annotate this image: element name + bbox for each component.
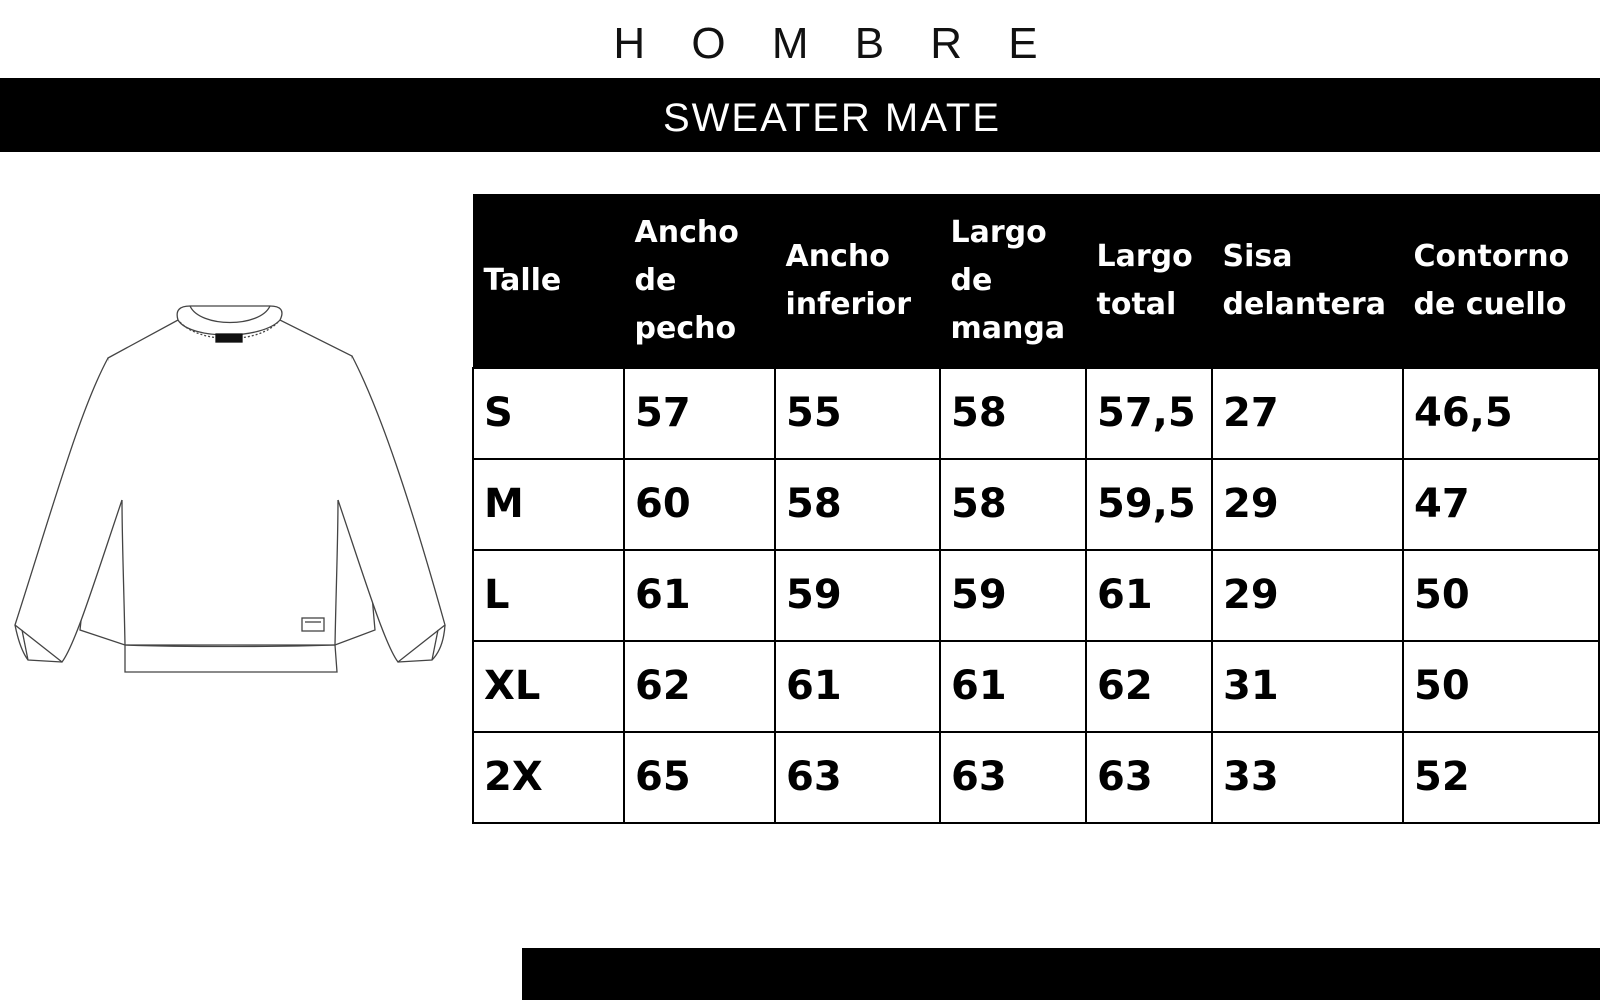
- table-cell: 31: [1212, 641, 1403, 732]
- table-cell: 61: [940, 641, 1086, 732]
- size-table: [472, 194, 1600, 824]
- table-cell: 57,5: [1086, 368, 1212, 459]
- table-cell: 62: [1086, 641, 1212, 732]
- header-largo-de-manga: Largo de manga: [940, 195, 1086, 368]
- table-cell: 33: [1212, 732, 1403, 823]
- table-cell: 61: [624, 550, 775, 641]
- table-row: [473, 732, 1599, 823]
- table-cell: 59: [940, 550, 1086, 641]
- table-cell: 55: [775, 368, 940, 459]
- footer-bar: [522, 948, 1600, 1000]
- table-cell: 52: [1403, 732, 1599, 823]
- table-cell: XL: [473, 641, 624, 732]
- header-ancho-inferior: Ancho inferior: [775, 195, 940, 368]
- table-row: [473, 459, 1599, 550]
- table-cell: S: [473, 368, 624, 459]
- table-cell: 63: [940, 732, 1086, 823]
- table-cell: 61: [775, 641, 940, 732]
- table-cell: 59: [775, 550, 940, 641]
- table-cell: 60: [624, 459, 775, 550]
- header-sisa-delantera: Sisa delantera: [1212, 195, 1403, 368]
- table-cell: 50: [1403, 641, 1599, 732]
- table-cell: 27: [1212, 368, 1403, 459]
- header-largo-total: Largo total: [1086, 195, 1212, 368]
- table-cell: 58: [775, 459, 940, 550]
- table-header-row: [473, 195, 1599, 368]
- table-row: [473, 641, 1599, 732]
- page-title: H O M B R E: [613, 19, 1055, 68]
- table-row: [473, 550, 1599, 641]
- table-cell: 47: [1403, 459, 1599, 550]
- table-cell: 62: [624, 641, 775, 732]
- table-cell: 50: [1403, 550, 1599, 641]
- table-cell: M: [473, 459, 624, 550]
- table-cell: 65: [624, 732, 775, 823]
- table-cell: 61: [1086, 550, 1212, 641]
- table-cell: 2X: [473, 732, 624, 823]
- product-banner: [0, 78, 1600, 152]
- header-contorno-de-cuello: Contorno de cuello: [1403, 195, 1599, 368]
- product-name: SWEATER MATE: [662, 96, 1002, 140]
- table-cell: 29: [1212, 550, 1403, 641]
- table-cell: 29: [1212, 459, 1403, 550]
- table-cell: 63: [1086, 732, 1212, 823]
- header-ancho-de-pecho: Ancho de pecho: [624, 195, 775, 368]
- table-cell: 46,5: [1403, 368, 1599, 459]
- table-cell: L: [473, 550, 624, 641]
- table-cell: 57: [624, 368, 775, 459]
- table-cell: 58: [940, 459, 1086, 550]
- table-cell: 59,5: [1086, 459, 1212, 550]
- table-row: [473, 368, 1599, 459]
- table-cell: 58: [940, 368, 1086, 459]
- sweater-illustration: [0, 300, 460, 700]
- table-cell: 63: [775, 732, 940, 823]
- header-talle: Talle: [473, 195, 624, 368]
